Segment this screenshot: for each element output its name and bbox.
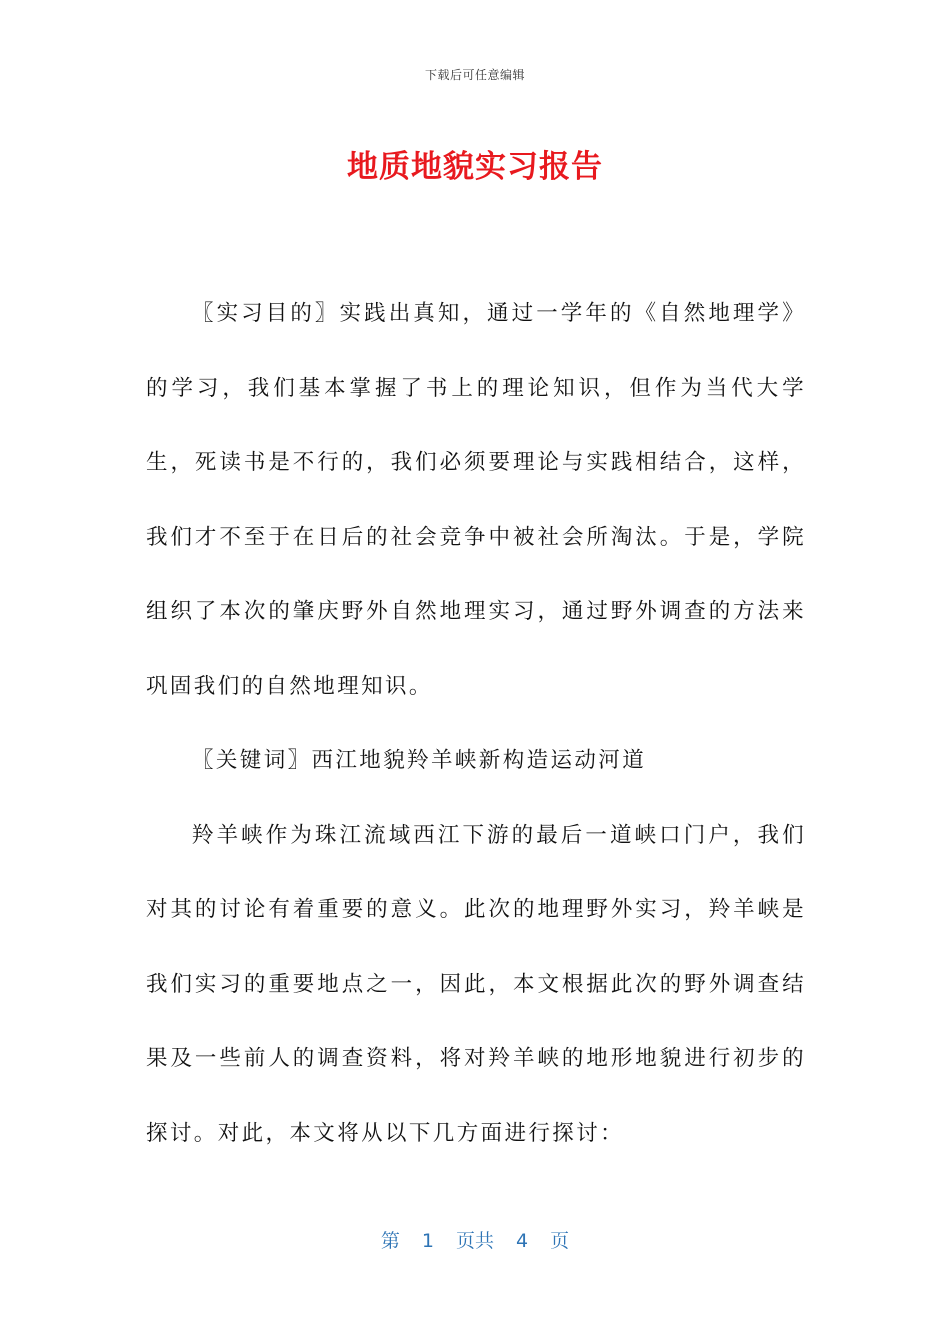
- footer-total-pages: 4: [516, 1230, 529, 1252]
- page-footer: [0, 1226, 950, 1253]
- document-title: 地质地貌实习报告: [347, 149, 603, 185]
- footer-current-page: 1: [421, 1230, 434, 1252]
- paragraph-purpose: 〖实习目的〗实践出真知，通过一学年的《自然地理学》的学习，我们基本掌握了书上的理论知识，但作为当代大学生，死读书是不行的，我们必须要理论与实践相结合，这样，我们才不至于在日后的社会竞争中被社会所淘汰。于是，学院组织了本次的肇庆野外自然地理实习，通过野外调查的方法来巩固我们的自然地理知识。: [146, 301, 806, 699]
- page-header-note: 下载后可任意编辑: [424, 68, 525, 82]
- paragraph-keywords: 〖关键词〗西江地貌羚羊峡新构造运动河道: [192, 748, 647, 773]
- paragraph-intro: 羚羊峡作为珠江流域西江下游的最后一道峡口门户，我们对其的讨论有着重要的意义。此次的地理野外实习，羚羊峡是我们实习的重要地点之一，因此，本文根据此次的野外调查结果及一些前人的调查资料，将对羚羊峡的地形地貌进行初步的探讨。对此，本文将从以下几方面进行探讨：: [146, 822, 806, 1146]
- footer-label-of: 页共: [455, 1230, 494, 1252]
- document-body: [146, 277, 806, 1171]
- footer-label-page: 第: [380, 1230, 400, 1252]
- footer-label-end: 页: [550, 1230, 570, 1252]
